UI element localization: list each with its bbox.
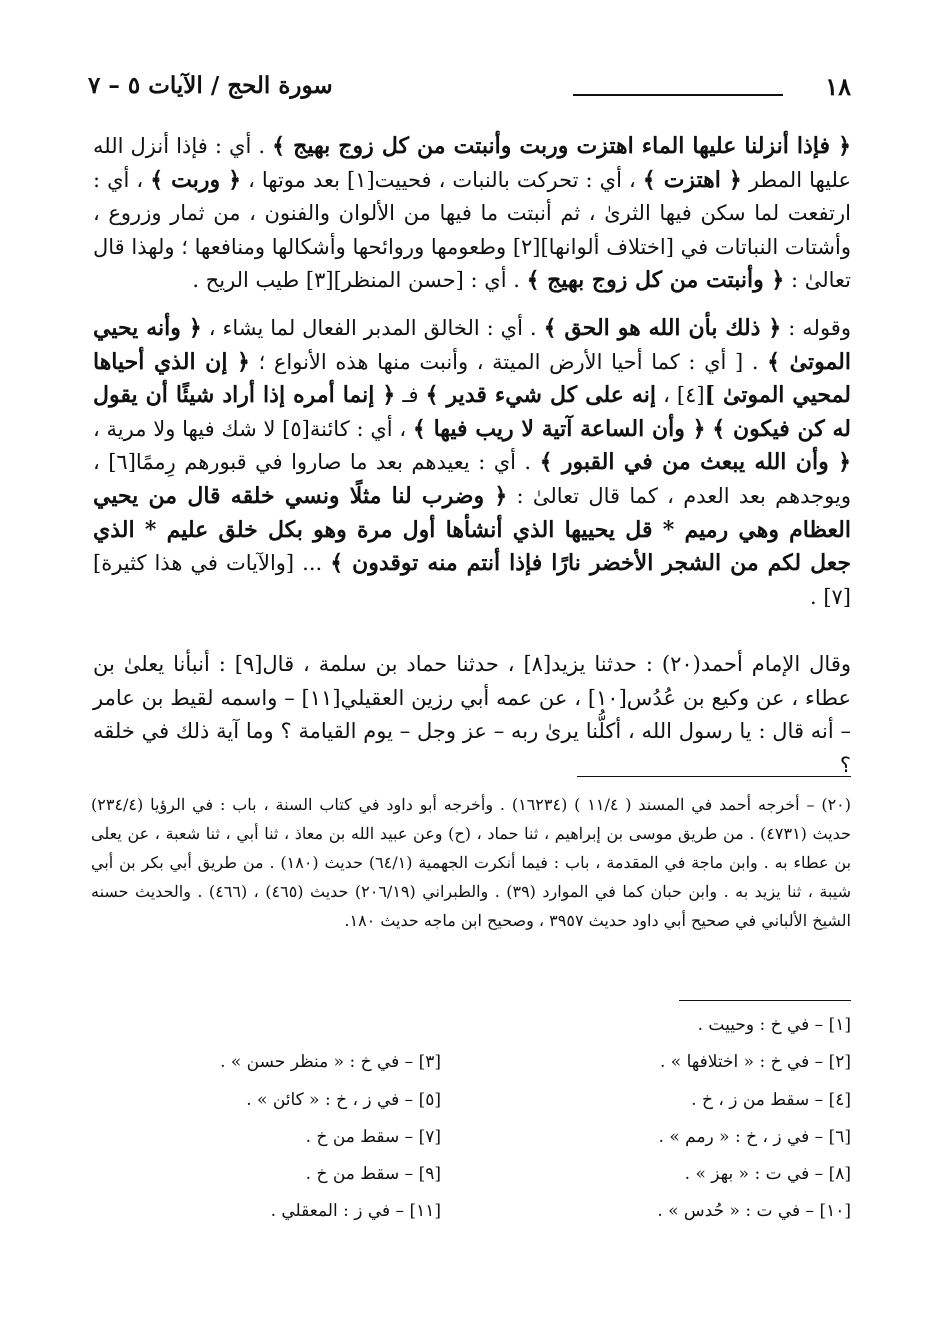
quran-quote: ﴿ ذلك بأن الله هو الحق ﴾ bbox=[543, 314, 782, 341]
commentary-run: . أي : [حسن المنظر][٣] طيب الريح . bbox=[192, 268, 527, 293]
commentary-run: . [ أي : كما أحيا الأرض الميتة ، وأنبت منها هذه الأنواع ؛ bbox=[249, 349, 768, 374]
commentary-run: ، أي : ارتفعت لما سكن فيها الثرىٰ ، ثم أنبتت ما فيها من الألوان والفنون ، من ثمار وزروع ، وأشتات النباتات في [اختلاف ألوانها][٢] وطعومها وروائحها وأشكالها ومنافعها ؛ ولهذا قال تعالىٰ : bbox=[93, 167, 851, 293]
quran-quote: ﴿ إن الذي أحياها لمحيي الموتىٰ ] bbox=[93, 348, 852, 409]
commentary-run: . أي : فإذا أنزل الله عليها المطر bbox=[93, 134, 851, 192]
hadith-paragraph: وقال الإمام أحمد(٢٠) : حدثنا يزيد[٨] ، حدثنا حماد بن سلمة ، قال[٩] : أنبأنا يعلىٰ بن عطاء ، عن وكيع بن عُدُس[١٠] ، عن عمه أبي رزين العقيلي[١١] – واسمه لقيط بن عامر – أنه قال : يا رسول الله ، أكلُّنا يرىٰ ربه – عز وجل – يوم القيامة ؟ وما آية ذلك في خلقه ؟ bbox=[93, 652, 851, 777]
note-2: [٢] – في خ : « اختلافها » . bbox=[660, 1052, 851, 1072]
page-number: ١٨ bbox=[825, 72, 851, 101]
note-3: [٣] – في خ : « منظر حسن » . bbox=[220, 1052, 441, 1072]
quran-quote: ﴿ وأنبتت من كل زوج بهيج ﴾ bbox=[526, 267, 785, 294]
footnote-20: (٢٠) – أخرجه أحمد في المسند ( ١١/٤ ) (١٦٢٣٤) . وأخرجه أبو داود في كتاب السنة ، باب : في الرؤيا (٢٣٤/٤) حديث (٤٧٣١) . من طريق موسى بن إبراهيم ، ثنا حماد ، (ح) وعن عبيد الله بن معاذ ، ثنا أبي ، ثنا شعبة ، عن يعلى بن عطاء به . وابن ماجة في المقدمة ، باب : فيما أنكرت الجهمية (٦٤/١) حديث (١٨٠) . من طريق أبي بكر بن أبي شيبة ، ثنا يزيد به . وابن حبان كما في الموارد (٣٩) . والطبراني (٢٠٦/١٩) حديث (٤٦٥) ، (٤٦٦) . والحديث حسنه الشيخ الألباني في صحيح أبي داود حديث ٣٩٥٧ ، وصحيح ابن ماجه حديث ١٨٠. bbox=[91, 795, 852, 930]
note-11: [١١] – في ز : المعقلي . bbox=[270, 1201, 441, 1221]
note-8: [٨] – في ت : « بهز » . bbox=[684, 1164, 851, 1184]
page-header bbox=[88, 72, 851, 108]
commentary-run: . أي : يعيدهم بعد ما صاروا في قبورهم رِممًا[٦] ، ويوجدهم بعد العدم ، كما قال تعالىٰ : bbox=[93, 450, 851, 508]
commentary-run: ... [والآيات في هذا كثيرة][٧] . bbox=[93, 551, 851, 609]
notes-rule bbox=[679, 1000, 851, 1001]
commentary-run: ، أي : كائنة[٥] لا شك فيها ولا مرية ، bbox=[93, 416, 413, 441]
quran-quote: ﴿ إنما أمره إذا أراد شيئًا أن يقول له كن فيكون ﴾ bbox=[93, 382, 851, 442]
commentary-run: . أي : الخالق المدبر الفعال لما يشاء ، bbox=[201, 315, 544, 340]
note-6: [٦] – في ز ، خ : « رمم » . bbox=[658, 1127, 851, 1147]
paragraph-2 bbox=[93, 312, 851, 614]
quran-quote: إنه على كل شيء قدير ﴾ bbox=[425, 382, 657, 409]
commentary-run: فـ bbox=[395, 383, 426, 408]
commentary-run: [٤] ، bbox=[656, 383, 705, 408]
commentary-text bbox=[93, 130, 851, 628]
quran-quote: ﴿ وأنه يحيي الموتىٰ ﴾ bbox=[93, 314, 851, 375]
quran-quote: ﴿ وضرب لنا مثلًا ونسي خلقه قال من يحيي العظام وهي رميم * قل يحييها الذي أنشأها أول مرة وهو بكل خلق عليم * الذي جعل لكم من الشجر الأخضر نارًا فإذا أنتم منه توقدون ﴾ bbox=[93, 482, 851, 577]
quran-quote: ﴿ وربت ﴾ bbox=[150, 166, 242, 193]
footnote-rule bbox=[577, 776, 851, 777]
surah-title: سورة الحج / الآيات ٥ – ٧ bbox=[88, 72, 333, 99]
note-5: [٥] – في ز ، خ : « كائن » . bbox=[246, 1090, 441, 1110]
commentary-run: وقوله : bbox=[781, 315, 851, 340]
quran-quote: ﴿ اهتزت ﴾ bbox=[642, 166, 742, 193]
paragraph-1 bbox=[93, 130, 851, 298]
note-9: [٩] – سقط من خ . bbox=[305, 1164, 441, 1184]
quran-quote: ﴿ فإذا أنزلنا عليها الماء اهتزت وربت وأنبتت من كل زوج بهيج ﴾ bbox=[272, 133, 851, 159]
commentary-run: ، أي : تحركت بالنبات ، فحييت[١] بعد موتها ، bbox=[241, 167, 643, 192]
note-4: [٤] – سقط من ز ، خ . bbox=[691, 1090, 851, 1110]
quran-quote: ﴿ وأن الله يبعث من في القبور ﴾ bbox=[539, 449, 852, 476]
note-1: [١] – في خ : وحييت . bbox=[697, 1015, 851, 1035]
quran-quote: ﴿ وأن الساعة آتية لا ريب فيها ﴾ bbox=[412, 415, 706, 442]
note-10: [١٠] – في ت : « حُدس » . bbox=[657, 1201, 851, 1221]
note-7: [٧] – سقط من خ . bbox=[305, 1127, 441, 1147]
header-rule bbox=[573, 94, 783, 96]
